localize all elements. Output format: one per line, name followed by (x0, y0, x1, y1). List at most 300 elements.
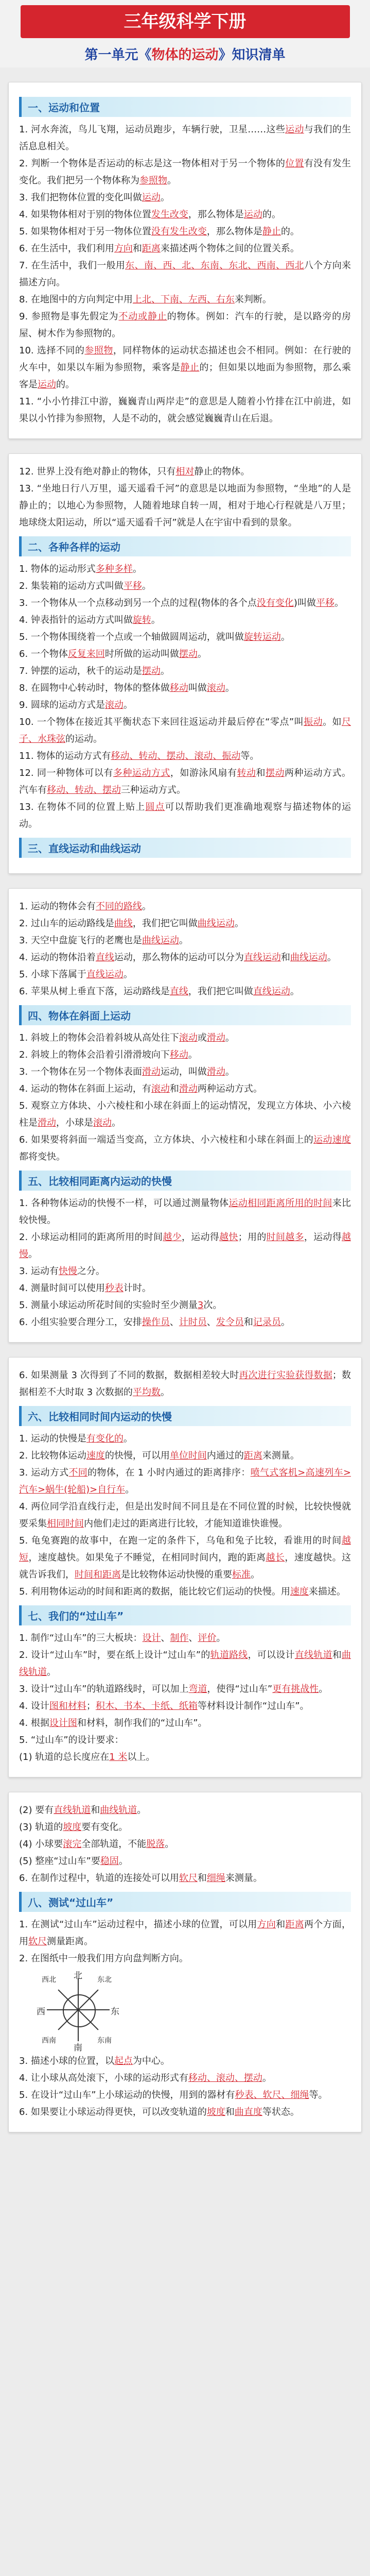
item-text: 等。 (309, 2090, 328, 2100)
item-text: 为中心。 (132, 2056, 170, 2066)
compass-north: 北 (74, 1971, 82, 1981)
compass-diagram (37, 1971, 119, 2053)
section-header: 三、直线运动和曲线运动 (19, 838, 351, 858)
item-text: 。 (225, 683, 235, 693)
item-text: ，速度越快。这就告诉我们， (19, 1552, 351, 1580)
item-list (19, 1802, 351, 1887)
compass-northeast: 东北 (97, 1976, 112, 1984)
knowledge-item (19, 342, 351, 393)
knowledge-item (19, 663, 351, 680)
key-term: 没有发生改变 (151, 226, 207, 237)
item-text: 。 (160, 666, 170, 676)
item-text: 12. 世界上没有绝对静止的物体，只有 (19, 466, 176, 477)
knowledge-item (19, 1698, 351, 1715)
key-term: 运动速度 (313, 1134, 351, 1145)
item-text: (5) 整座“过山车”要 (19, 1856, 100, 1867)
item-text: 。 (123, 969, 133, 980)
key-term: 旋转 (132, 615, 151, 625)
knowledge-item (19, 257, 351, 291)
item-text: 等状态。 (262, 2107, 299, 2117)
item-text: 2. 设计“过山车”时，要在纸上设计“过山车”的 (19, 1650, 210, 1660)
item-text: 4. 测量时间可以使用 (19, 1283, 105, 1294)
item-text: 。 (290, 986, 299, 997)
item-text: 4. 运动的物体沿着 (19, 952, 96, 963)
knowledge-item (19, 1430, 351, 1447)
knowledge-item (19, 932, 351, 949)
item-text: 叫做 (188, 683, 207, 693)
item-text: 计时。 (123, 1283, 151, 1294)
item-text: 。 (123, 1433, 133, 1444)
item-list (19, 121, 351, 427)
item-text: 和 (280, 952, 290, 963)
item-text: 3. 天空中盘旋飞行的老鹰也是 (19, 935, 142, 946)
key-term: 曲线运动 (197, 918, 235, 929)
knowledge-item (19, 1836, 351, 1853)
key-term: 运动 (38, 379, 56, 390)
item-text: 来测量。 (262, 1450, 299, 1461)
item-text: 的；但如果以地面为参照物，那么乘客是 (19, 362, 351, 390)
item-text: 、 (188, 1633, 198, 1643)
section-header: 四、物体在斜面上运动 (19, 1005, 351, 1025)
key-term: 越快 (219, 1232, 238, 1243)
key-term: 更有挑战性 (272, 1684, 319, 1694)
item-text: 和 (197, 1873, 207, 1884)
key-term: 设计图 (49, 1718, 77, 1728)
key-term: 移动、转动、摆动 (47, 785, 121, 795)
knowledge-item (19, 1630, 351, 1647)
key-term: 圆点 (145, 802, 165, 812)
item-text: 要有变化。 (81, 1822, 128, 1833)
item-text: 12. 同一种物体可以有 (19, 768, 113, 778)
compass-southeast: 东南 (97, 2037, 112, 2045)
key-term: 软尺 (28, 1936, 47, 1947)
key-term: 曲线 (114, 918, 133, 929)
item-text: 6. 如果测量 3 次得到了不同的数据，数据相差较大时 (19, 1370, 239, 1381)
item-text: (4) 小球要 (19, 1839, 63, 1850)
key-term: 评价 (198, 1633, 217, 1643)
item-text: 1. 运动的快慢是 (19, 1433, 86, 1444)
card-2 (8, 453, 362, 874)
item-list (19, 2053, 351, 2121)
key-term: 不同 (68, 1467, 88, 1478)
key-term: 直线轨道 (294, 1650, 332, 1660)
key-term: 越短 (19, 1535, 351, 1563)
item-text: 5. 如果物体相对于另一物体位置 (19, 226, 151, 237)
item-text: 等材料设计制作“过山车”。 (197, 1701, 309, 1711)
item-text: 4. 钟表指针的运动方式叫做 (19, 615, 133, 625)
item-text: ，可以设计 (248, 1650, 295, 1660)
key-term: 多种运动方式 (113, 768, 170, 778)
key-term: 速度 (86, 1450, 105, 1461)
knowledge-item (19, 966, 351, 983)
item-text: 。 (251, 1569, 260, 1580)
key-term: 脱落 (146, 1839, 165, 1850)
item-text: 两种运动方式。 (197, 1083, 262, 1094)
key-term: 滚动 (93, 1117, 112, 1128)
card-4 (8, 1357, 362, 1777)
item-text: 。 (225, 1032, 235, 1043)
item-text: 和 (276, 1919, 286, 1930)
knowledge-item (19, 1916, 351, 1950)
knowledge-item (19, 799, 351, 833)
key-term: 坡度 (63, 1822, 82, 1833)
key-term: 相同时间 (47, 1518, 84, 1529)
item-text: 5. 测量小球运动所花时间的实验时至少测量 (19, 1300, 198, 1311)
knowledge-item (19, 612, 351, 629)
item-text: 次。 (203, 1300, 222, 1311)
knowledge-item (19, 714, 351, 748)
knowledge-item (19, 240, 351, 257)
knowledge-item (19, 1314, 351, 1331)
knowledge-item (19, 1732, 351, 1749)
key-term: 直线轨道 (54, 1805, 91, 1816)
item-text: 4. 根据 (19, 1718, 49, 1728)
knowledge-item (19, 1447, 351, 1464)
section-header: 二、各种各样的运动 (19, 536, 351, 556)
item-text: 的运动。 (65, 734, 102, 744)
section-header: 六、比较相同时间内运动的快慢 (19, 1406, 351, 1426)
item-text: ，运动得 (304, 1232, 342, 1243)
item-text: 13. “坐地日行八万里，遥天遥看千河”的意思是以地面为参照物，“坐地”的人是静止的；以地心为参照物，人随着地球自转一周，相对于地心行程就是八万里；地球绕太阳运动，所以“遥天遥看千河”就是人在宇宙中看到的景象。 (19, 483, 351, 528)
knowledge-item (19, 2070, 351, 2087)
item-text: (2) 要有 (19, 1805, 54, 1816)
item-text: 和 (132, 243, 142, 254)
item-text: 以上。 (127, 1752, 155, 1762)
item-text: 。 (160, 1387, 170, 1398)
knowledge-item (19, 949, 351, 966)
item-text: 5. “过山车”的设计要求： (19, 1735, 124, 1745)
item-text: 1. 河水奔流，鸟儿飞翔，运动员跑步，车辆行驶，卫星……这些 (19, 124, 286, 135)
item-text: 之分。 (77, 1266, 105, 1277)
knowledge-item (19, 121, 351, 155)
key-term: 轨道路线 (210, 1650, 248, 1660)
item-text: 。 (179, 935, 188, 946)
key-term: 移动 (169, 1049, 188, 1060)
knowledge-item (19, 629, 351, 646)
key-term: 滑动 (38, 1117, 56, 1128)
key-term: 稳固 (100, 1856, 119, 1867)
unit-title (0, 44, 370, 63)
unit-name: 物体的运动 (151, 47, 219, 63)
item-text: 全部轨道，不能 (81, 1839, 147, 1850)
item-text: 7. 在生活中，我们一般用 (19, 260, 126, 271)
knowledge-item (19, 1681, 351, 1698)
key-term: 上北、下南、左西、右东 (132, 294, 235, 305)
item-text: 三种运动方式。 (121, 785, 186, 795)
key-term: 曲线轨道 (100, 1805, 137, 1816)
item-text: 5. 一个物体围绕着一个点或一个轴做圆周运动，就叫做 (19, 632, 244, 642)
item-text: 。 (142, 901, 151, 912)
key-term: 旋转运动 (243, 632, 281, 642)
key-term: 距离 (243, 1450, 262, 1461)
item-text: 的。 (280, 226, 299, 237)
item-text: 。 (28, 1249, 38, 1260)
card-1 (8, 82, 362, 439)
compass-east: 东 (111, 2007, 119, 2017)
item-text: ； (86, 1701, 96, 1711)
knowledge-item (19, 1367, 351, 1401)
item-text: 。 (262, 2073, 272, 2083)
item-text: 。 (118, 1856, 128, 1867)
key-term: 滚动 (206, 683, 225, 693)
item-text: 。 (197, 649, 207, 659)
key-term: 距离 (142, 243, 161, 254)
item-text: 和 (169, 1083, 179, 1094)
key-term: 摆动 (142, 666, 161, 676)
item-text: 的物体。例如：汽车的行驶，是以路旁的房屋、树木作为参照物的。 (19, 311, 351, 339)
item-text: 。 (165, 1839, 174, 1850)
key-term: 不动或静止 (118, 311, 167, 322)
item-text: (1) 轨道的总长度应在 (19, 1752, 110, 1762)
item-text: 6. 如果要将斜面一端适当变高，立方体块、小六棱柱和小球在斜面上的 (19, 1134, 314, 1145)
key-term: 图和材料 (49, 1701, 86, 1711)
key-term: 越少 (163, 1232, 182, 1243)
item-text: 时所做的运动叫做 (104, 649, 179, 659)
item-text: ，小球是 (56, 1117, 93, 1128)
item-text: ，同样物体的运动状态描述也会不相同。例如：在行驶的火车中，如果以车厢为参照物，乘客是 (19, 345, 351, 373)
key-term: 滑动 (142, 1066, 161, 1077)
card-3 (8, 888, 362, 1343)
key-term: 运动 (243, 209, 262, 220)
key-term: 快慢 (58, 1266, 77, 1277)
compass-west: 西 (37, 2007, 45, 2017)
knowledge-item (19, 1097, 351, 1131)
item-list (19, 1029, 351, 1165)
item-text: 3. 设计“过山车”的轨道路线时，可以加上 (19, 1684, 189, 1694)
compass-south: 南 (74, 2043, 82, 2053)
knowledge-item (19, 595, 351, 612)
item-text: (3) 轨道的 (19, 1822, 63, 1833)
knowledge-item (19, 1046, 351, 1063)
item-text: 1. 制作“过山车”的三大板块： (19, 1633, 143, 1643)
item-text: 2. 斜坡上的物体会沿着引滑滑坡向下 (19, 1049, 170, 1060)
knowledge-item (19, 1080, 351, 1097)
knowledge-item (19, 1819, 351, 1836)
item-text: 3. 运动有 (19, 1266, 59, 1277)
item-list (19, 561, 351, 833)
item-text: 6. 在生活中，我们利用 (19, 243, 114, 254)
item-text: ，使得“过山车” (207, 1684, 273, 1694)
key-term: 运动相同距离所用的时间 (228, 1198, 332, 1209)
knowledge-item (19, 1498, 351, 1532)
key-term: 坡度 (206, 2107, 225, 2117)
key-term: 静止 (180, 362, 200, 373)
item-text: 3. 一个物体从一个点移动到另一个点的过程(物体的各个点 (19, 598, 257, 608)
item-text: 2. 小球运动相同的距离所用的时间 (19, 1232, 163, 1243)
item-text: ；用的 (238, 1232, 267, 1243)
item-text: 7. 钟摆的运动，秋千的运动是 (19, 666, 142, 676)
compass-southwest: 西南 (42, 2037, 56, 2045)
knowledge-item (19, 1280, 351, 1297)
knowledge-item (19, 578, 351, 595)
item-text: 2. 过山车的运动路线是 (19, 918, 114, 929)
item-text: 。 (151, 615, 161, 625)
item-text: 。如 (323, 717, 342, 727)
item-text: ，那么物体是 (188, 209, 244, 220)
key-term: 软尺 (179, 1873, 198, 1884)
knowledge-item (19, 898, 351, 915)
header (0, 0, 370, 67)
key-term: 静止 (262, 226, 281, 237)
compass-ring (63, 1994, 96, 2027)
knowledge-item (19, 697, 351, 714)
key-term: 摆动 (265, 768, 285, 778)
knowledge-item (19, 1749, 351, 1766)
item-text: 的物体，在 1 小时内通过的距离排序： (87, 1467, 251, 1478)
item-text: 11. 物体的运动方式有 (19, 751, 111, 761)
item-text: ，我们把它叫做 (188, 986, 253, 997)
item-text: 运动，叫做 (160, 1066, 207, 1077)
key-term: 有变化的 (86, 1433, 124, 1444)
key-term: 参照物 (139, 175, 167, 186)
key-term: 运动 (285, 124, 304, 135)
key-term: 弯道 (188, 1684, 207, 1694)
key-term: 时间越多 (266, 1232, 304, 1243)
key-term: 转动 (237, 768, 256, 778)
item-text: 。 (123, 700, 133, 710)
knowledge-item (19, 1950, 351, 1967)
knowledge-item (19, 1229, 351, 1263)
item-text: 9. 参照物是事先假定为 (19, 311, 119, 322)
item-text: 都将变快。 (19, 1151, 65, 1162)
item-text: 。 (225, 1066, 235, 1077)
compass-northwest: 西北 (42, 1976, 56, 1984)
item-text: 两个方面，用 (19, 1919, 351, 1947)
item-text: 9. 圆球的运动方式是 (19, 700, 105, 710)
key-term: 直线 (95, 952, 114, 963)
knowledge-item (19, 1464, 351, 1498)
key-term: 多种多样 (95, 564, 133, 574)
key-term: 起点 (114, 2056, 133, 2066)
item-text: 内通过的 (206, 1450, 244, 1461)
key-term: 积木、书本、卡纸、纸箱 (95, 1701, 198, 1711)
item-text: 3. 描述小球的位置，以 (19, 2056, 114, 2066)
item-text: 8. 在地图中的方向判定中用 (19, 294, 133, 305)
key-term: 喷气式客机>高速列车>汽车>蜗牛(轮船)>自行车 (19, 1467, 351, 1495)
key-term: 操作员 (142, 1317, 170, 1328)
item-text: ，速度越快。如果兔子不睡觉，在相同时间内，跑的距离 (28, 1552, 266, 1563)
item-text: 。 (125, 1484, 135, 1495)
key-term: 秒表、软尺、细绳 (235, 2090, 309, 2100)
key-term: 单位时间 (169, 1450, 207, 1461)
section-header: 七、我们的“过山车” (19, 1605, 351, 1625)
page-title: 三年级科学下册 (21, 5, 350, 38)
key-term: 曲直度 (234, 2107, 262, 2117)
key-term: 方向 (257, 1919, 276, 1930)
key-term: 制作 (170, 1633, 189, 1643)
item-text: 2. 判断一个物体是否运动的标志是这一物体相对于另一个物体的 (19, 158, 286, 169)
item-text: 4. 运动的物体在斜面上运动，有 (19, 1083, 151, 1094)
knowledge-item (19, 2053, 351, 2070)
item-text: 有没有发生变化。我们把另一个物体称为 (19, 158, 351, 186)
item-text: 1. 在测试“过山车”运动过程中，描述小球的位置，可以用 (19, 1919, 257, 1930)
item-text: 是比较物体运动快慢的重要 (121, 1569, 232, 1580)
item-text: ，运动得 (181, 1232, 220, 1243)
item-text: 10. 选择不同的 (19, 345, 85, 356)
knowledge-item (19, 1532, 351, 1583)
knowledge-item (19, 646, 351, 663)
knowledge-item (19, 1802, 351, 1819)
item-text: 和 (91, 1805, 100, 1816)
knowledge-item (19, 1853, 351, 1870)
key-term: 发令员 (216, 1317, 244, 1328)
key-term: 标准 (232, 1569, 251, 1580)
item-text: 11. “小小竹排江中游，巍巍青山两岸走”的意思是人随着小竹排在江中前进，如果以小竹排为参照物，人是不动的，就会感觉巍巍青山在后退。 (19, 396, 351, 424)
item-text: 。 (142, 581, 151, 591)
item-text: 来比较快慢。 (19, 1198, 351, 1226)
key-term: 细绳 (206, 1873, 225, 1884)
knowledge-item (19, 1297, 351, 1314)
item-text: 1. 斜坡上的物体会沿着斜坡从高处往下 (19, 1032, 179, 1043)
key-term: 运动 (142, 192, 161, 203)
item-text: 。 (327, 952, 337, 963)
knowledge-item (19, 463, 351, 480)
key-term: 滚动 (179, 1032, 198, 1043)
item-text: 。 (132, 564, 142, 574)
key-term: 方向 (114, 243, 133, 254)
key-term: 设计 (142, 1633, 161, 1643)
item-text: 10. 一个物体在接近其平衡状态下来回往返运动并最后停在“零点”叫 (19, 717, 304, 727)
item-list (19, 1430, 351, 1600)
key-term: 时间和距离 (75, 1569, 121, 1580)
item-text: 的快慢，可以用 (104, 1450, 170, 1461)
knowledge-item (19, 155, 351, 189)
key-term: 移动、滚动、摆动 (188, 2073, 262, 2083)
item-text: 等。 (240, 751, 259, 761)
item-text: 13. 在物体不同的位置上贴上 (19, 802, 146, 812)
item-text: 与我们的生活息息相关。 (19, 124, 351, 152)
key-term: 发生改变 (151, 209, 188, 220)
item-text: 来测量。 (225, 1873, 262, 1884)
key-term: 记录员 (253, 1317, 281, 1328)
item-text: 来描述。 (308, 1586, 346, 1597)
key-term: 滑动 (206, 1032, 225, 1043)
item-text: 内他们走过的距离进行比较，才能知道谁快谁慢。 (84, 1518, 288, 1529)
key-term: 直线运动 (86, 969, 124, 980)
knowledge-item (19, 1263, 351, 1280)
item-text: 运动，那么物体的运动可以分为 (114, 952, 244, 963)
item-text: 2. 集装箱的运动方式叫做 (19, 581, 124, 591)
key-term: 再次进行实验获得数据 (239, 1370, 332, 1381)
item-text: 5. 在设计“过山车”上小球运动的快慢，用到的器材有 (19, 2090, 235, 2100)
knowledge-item (19, 1583, 351, 1600)
item-list (19, 1630, 351, 1766)
item-text: 的。 (56, 379, 75, 390)
item-text: 5. 龟兔赛跑的故事中，在跑一定的条件下，乌龟和兔子比较，看谁用的时间 (19, 1535, 342, 1546)
key-term: 直线 (169, 986, 188, 997)
item-text: 静止的物体。 (194, 466, 250, 477)
item-text: 2. 比较物体运动 (19, 1450, 86, 1461)
item-text: 、 (161, 1633, 170, 1643)
knowledge-item (19, 1195, 351, 1229)
key-term: 直线运动 (253, 986, 290, 997)
item-text: 4. 如果物体相对于别的物体位置 (19, 209, 151, 220)
item-text: 测量距离。 (47, 1936, 93, 1947)
item-text: 。 (160, 192, 170, 203)
item-text: 5. 利用物体运动的时间和距离的数据，能比较它们运动的快慢。用 (19, 1586, 290, 1597)
item-text: 。 (137, 1805, 147, 1816)
key-term: 平移 (123, 581, 142, 591)
item-text: 3. 一个物体在另一个物体表面 (19, 1066, 142, 1077)
item-text: 、 (169, 1317, 179, 1328)
knowledge-item (19, 189, 351, 206)
item-list (19, 1916, 351, 1967)
item-text: 来描述两个物体之间的位置关系。 (160, 243, 299, 254)
key-term: 曲线运动 (142, 935, 179, 946)
key-term: 越慢 (19, 1232, 351, 1260)
item-text: 6. 在制作过程中，轨道的连接处可以用 (19, 1873, 179, 1884)
knowledge-item (19, 983, 351, 1000)
